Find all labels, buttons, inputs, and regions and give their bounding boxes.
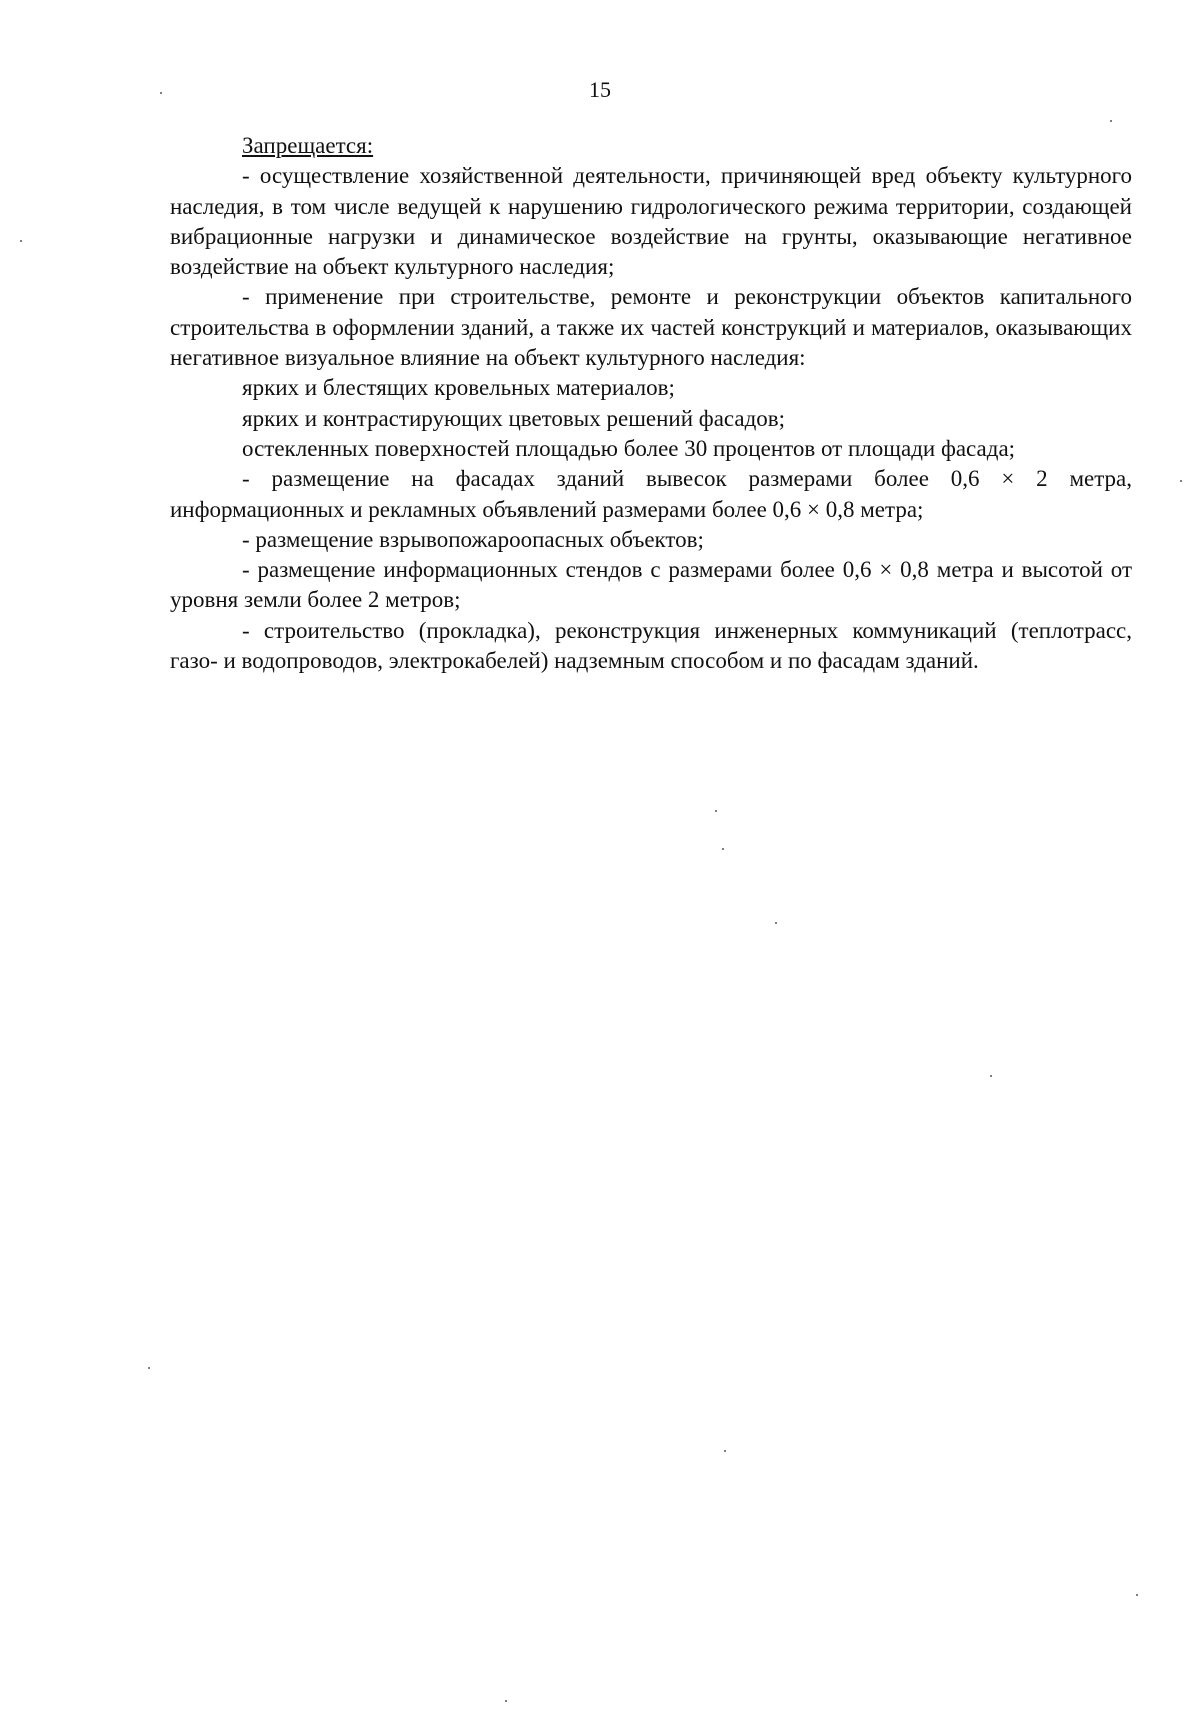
paragraph-explosive-objects: - размещение взрывопожароопасных объектов; [242,526,704,552]
list-item-roofing: ярких и блестящих кровельных материалов; [242,375,675,401]
paragraph-economic-activity: - осуществление хозяйственной деятельности, причиняющей вред объекту культурного наследия, в том числе ведущей к нарушению гидрологического режима территории, создающей вибрационные нагрузки и динамическое воздействие на грунты, оказывающие негативное воздействие на объект культурного наследия; [170,163,1132,280]
paragraph-utilities: - строительство (прокладка), реконструкция инженерных коммуникаций (теплотрасс, газо- и водопроводов, электрокабелей) надземным способом и по фасадам зданий. [170,617,1132,674]
paragraph-construction-materials: - применение при строительстве, ремонте и реконструкции объектов капитального строительства в оформлении зданий, а также их частей конструкций и материалов, оказывающих негативное визуальное влияние на объект культурного наследия: [170,284,1132,371]
document-body [170,131,1132,676]
paragraph-signage: - размещение на фасадах зданий вывесок размерами более 0,6 × 2 метра, информационных и рекламных объявлений размерами более 0,6 × 0,8 метра; [170,466,1132,522]
list-item-facade-colors: ярких и контрастирующих цветовых решений фасадов; [242,405,786,431]
section-heading: Запрещается: [242,133,374,158]
page-number: 15 [589,77,611,102]
list-item-glazing: остекленных поверхностей площадью более 30 процентов от площади фасада; [242,435,1016,461]
paragraph-info-stands: - размещение информационных стендов с размерами более 0,6 × 0,8 метра и высотой от уровня земли более 2 метров; [170,557,1132,613]
